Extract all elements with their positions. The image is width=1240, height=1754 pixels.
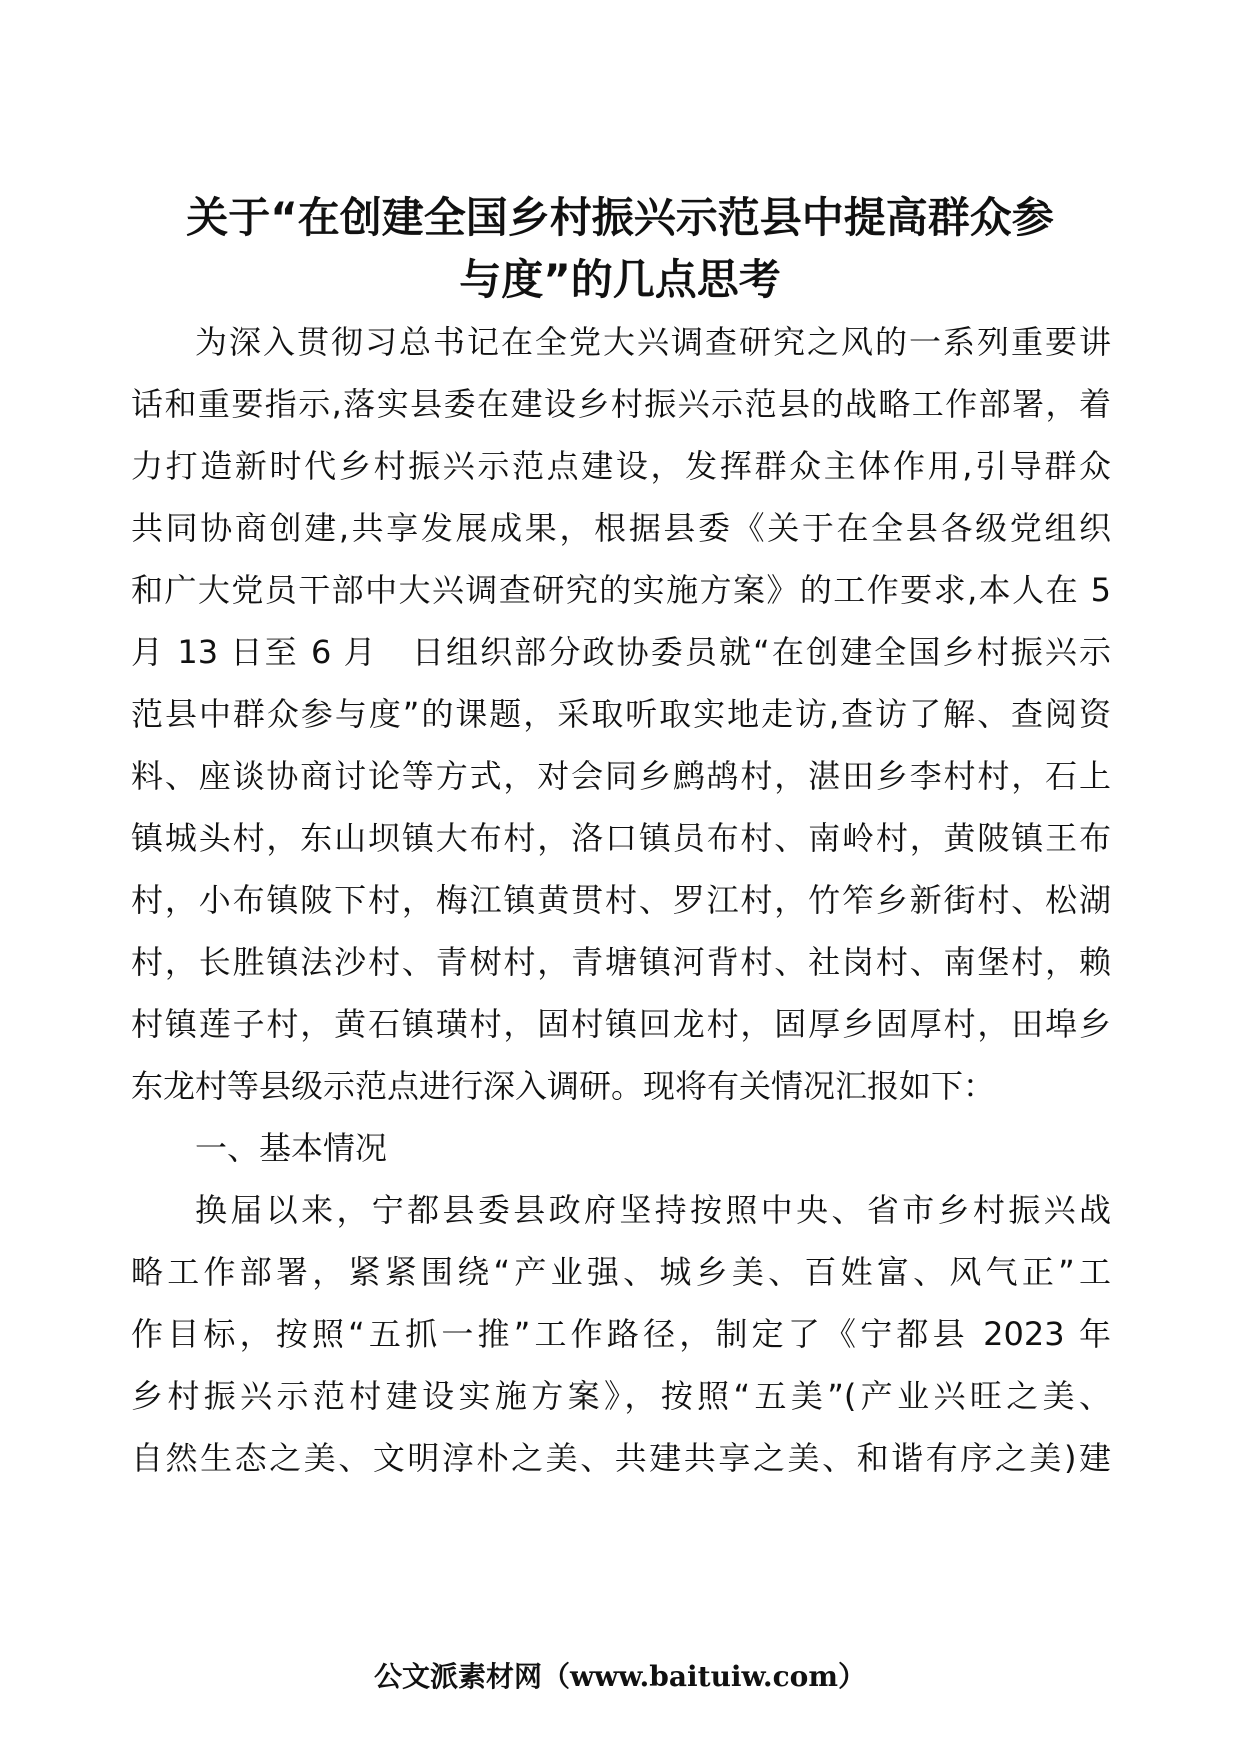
document-title-line-1: 关于“在创建全国乡村振兴示范县中提高群众参 [186, 193, 1054, 242]
section-heading-basic-situation: 一、基本情况 [195, 1129, 388, 1167]
paragraph-2-line-1: 换届以来，宁都县委县政府坚持按照中央、省市乡村振兴战 [195, 1191, 1111, 1229]
paragraph-1-line-5: 和广大党员干部中大兴调查研究的实施方案》的工作要求,本人在 5 [131, 571, 1111, 609]
page-footer-watermark: 公文派素材网（www.baituiw.com） [374, 1660, 866, 1693]
paragraph-1-line-4: 共同协商创建,共享发展成果，根据县委《关于在全县各级党组织 [131, 509, 1111, 547]
paragraph-1-line-3: 力打造新时代乡村振兴示范点建设，发挥群众主体作用,引导群众 [131, 447, 1111, 485]
paragraph-1-line-6: 月 13 日至 6 月 日组织部分政协委员就“在创建全国乡村振兴示 [131, 633, 1111, 671]
paragraph-1-line-8: 料、座谈协商讨论等方式，对会同乡鹧鸪村，湛田乡李村村，石上 [131, 757, 1111, 795]
document-title-line-2: 与度”的几点思考 [459, 255, 781, 304]
paragraph-1-line-9: 镇城头村，东山坝镇大布村，洛口镇员布村、南岭村，黄陂镇王布 [131, 819, 1111, 857]
paragraph-1-line-11: 村，长胜镇法沙村、青树村，青塘镇河背村、社岗村、南堡村，赖 [131, 943, 1111, 981]
paragraph-1-line-2: 话和重要指示,落实县委在建设乡村振兴示范县的战略工作部署，着 [131, 385, 1111, 423]
paragraph-1-line-10: 村，小布镇陂下村，梅江镇黄贯村、罗江村，竹笮乡新街村、松湖 [131, 881, 1111, 919]
paragraph-2-line-5: 自然生态之美、文明淳朴之美、共建共享之美、和谐有序之美)建 [131, 1439, 1111, 1477]
paragraph-1-line-13: 东龙村等县级示范点进行深入调研。现将有关情况汇报如下： [131, 1067, 996, 1105]
paragraph-1-line-7: 范县中群众参与度”的课题，采取听取实地走访,查访了解、查阅资 [131, 695, 1111, 733]
paragraph-1-line-12: 村镇莲子村，黄石镇璜村，固村镇回龙村，固厚乡固厚村，田埠乡 [131, 1005, 1111, 1043]
paragraph-1-line-1: 为深入贯彻习总书记在全党大兴调查研究之风的一系列重要讲 [195, 323, 1111, 361]
paragraph-2-line-2: 略工作部署，紧紧围绕“产业强、城乡美、百姓富、风气正”工 [131, 1253, 1111, 1291]
paragraph-2-line-3: 作目标，按照“五抓一推”工作路径，制定了《宁都县 2023 年 [131, 1315, 1111, 1353]
paragraph-2-line-4: 乡村振兴示范村建设实施方案》，按照“五美”(产业兴旺之美、 [131, 1377, 1111, 1415]
